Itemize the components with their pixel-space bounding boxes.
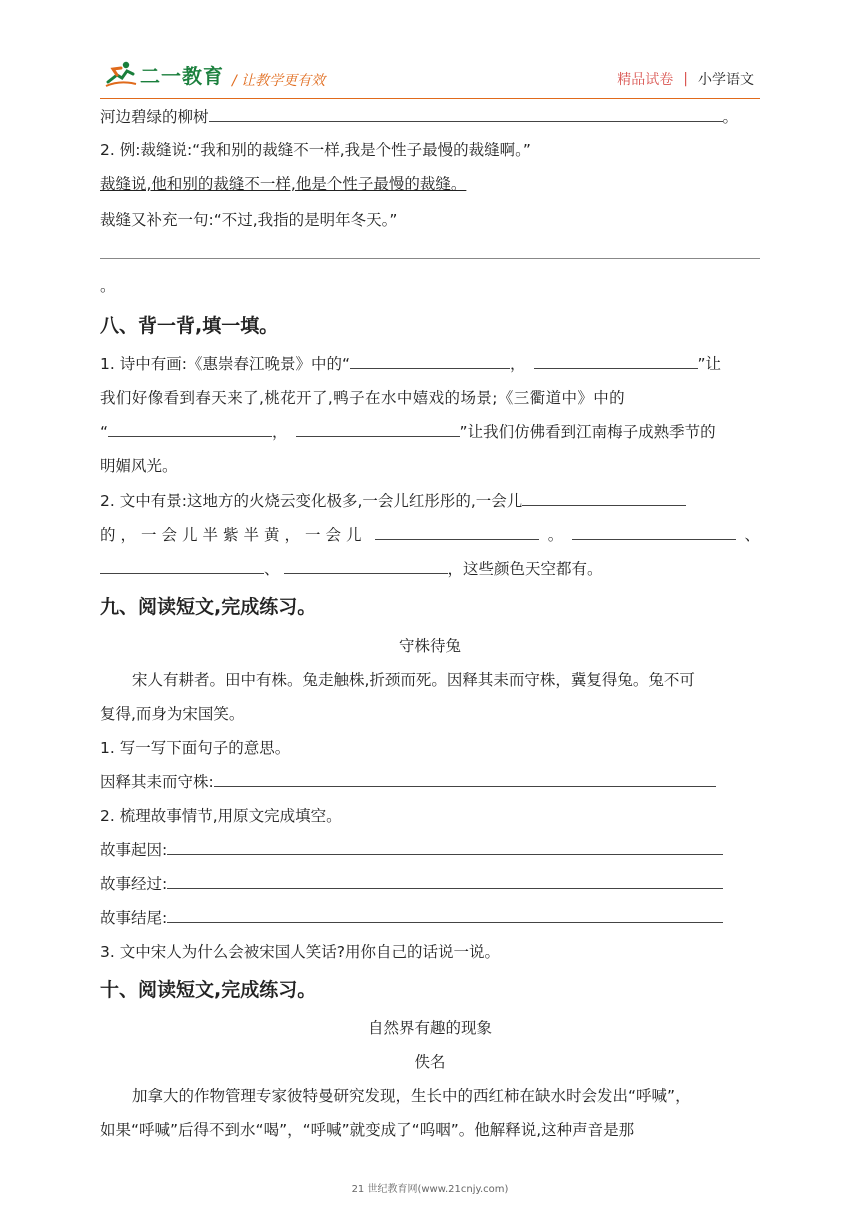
page-header	[0, 0, 860, 104]
s9-q2-process	[100, 872, 760, 896]
answer-blank[interactable]	[296, 420, 460, 437]
section8-heading: 八、背一背,填一填。	[100, 315, 279, 337]
page-footer: 21 世纪教育网(www.21cnjy.com)	[351, 1184, 509, 1195]
period: 。	[722, 108, 739, 126]
period: 。	[547, 526, 564, 544]
section9-heading: 九、阅读短文,完成练习。	[100, 596, 317, 618]
answer-blank[interactable]	[167, 838, 723, 855]
s10-para-line1: 加拿大的作物管理专家彼特曼研究发现，生长中的西红柿在缺水时会发出“呼喊”，	[132, 1087, 691, 1105]
s8-q1-line1	[100, 352, 760, 376]
s8-q2-line2	[100, 523, 760, 547]
s9-q1: 1. 写一写下面句子的意思。	[100, 739, 291, 757]
s9-q2-ending-label: 故事结尾:	[100, 909, 168, 927]
answer-blank[interactable]	[167, 906, 723, 923]
comma: ，	[272, 423, 288, 441]
s8-q2-tail: ，这些颜色天空都有。	[447, 560, 603, 578]
s9-q2-cause-label: 故事起因:	[100, 841, 168, 859]
s9-q2-process-label: 故事经过:	[100, 875, 168, 893]
header-right	[617, 69, 754, 89]
s8-q1-line2: 我们好像看到春天来了,桃花开了,鸭子在水中嬉戏的场景;《三衢道中》中的	[100, 389, 626, 407]
s8-q1-line3	[100, 420, 760, 444]
s9-title: 守株待兔	[398, 637, 461, 655]
s10-title: 自然界有趣的现象	[367, 1019, 492, 1037]
section10-heading: 十、阅读短文,完成练习。	[100, 979, 317, 1001]
header-rule	[100, 98, 760, 99]
answer-blank[interactable]	[284, 557, 448, 574]
slogan: / 让教学更有效	[232, 73, 326, 89]
s9-q2-ending	[100, 906, 760, 930]
s10-para-line2: 如果“呼喊”后得不到水“喝”，“呼喊”就变成了“呜咽”。他解释说,这种声音是那	[100, 1121, 635, 1139]
s8-q1-tail: ”让	[697, 355, 722, 373]
header-separator: |	[683, 71, 688, 87]
answer-blank[interactable]	[100, 557, 264, 574]
answer-blank[interactable]	[572, 523, 736, 540]
willow-line	[100, 105, 760, 129]
answer-blank[interactable]	[214, 770, 716, 787]
answer-blank[interactable]	[209, 105, 723, 122]
s8-q1-text: 1. 诗中有画:《惠崇春江晚景》中的“	[100, 355, 350, 373]
enum-comma: 、	[264, 560, 280, 578]
s9-q2-cause	[100, 838, 760, 862]
s9-para-line1: 宋人有耕者。田中有株。兔走触株,折颈而死。因释其耒而守株，冀复得兔。兔不可	[132, 671, 695, 689]
answer-blank[interactable]	[108, 420, 272, 437]
s9-q1-answer	[100, 770, 760, 794]
answer-blank[interactable]	[534, 352, 698, 369]
s8-q2-line1	[100, 489, 760, 513]
s9-q1-label: 因释其耒而守株:	[100, 773, 214, 791]
s9-para-line2: 复得,而身为宋国笑。	[100, 705, 245, 723]
s8-q2-line3	[100, 557, 760, 581]
s9-q2: 2. 梳理故事情节,用原文完成填空。	[100, 807, 342, 825]
s8-q1-line4: 明媚风光。	[100, 457, 178, 475]
open-quote: “	[100, 423, 109, 441]
willow-text: 河边碧绿的柳树	[100, 108, 209, 126]
period-line: 。	[100, 277, 116, 295]
s8-q1-tail2: ”让我们仿佛看到江南梅子成熟季节的	[459, 423, 716, 441]
s10-author: 佚名	[414, 1053, 446, 1071]
paper-type: 精品试卷	[617, 72, 674, 88]
example-answer	[100, 172, 760, 196]
subject-label: 小学语文	[698, 72, 754, 88]
comma: ，	[509, 355, 526, 373]
answer-line[interactable]	[100, 258, 760, 259]
s8-q2-text: 2. 文中有景:这地方的火烧云变化极多,一会儿红彤彤的,一会儿	[100, 492, 523, 510]
s8-q2-text2: 的，一会儿半紫半黄，一会儿	[100, 526, 367, 544]
example-sentence: 2. 例:裁缝说:“我和别的裁缝不一样,我是个性子最慢的裁缝啊。”	[100, 141, 531, 159]
example-answer-text: 裁缝说,他和别的裁缝不一样,他是个性子最慢的裁缝。	[100, 175, 467, 193]
s9-q3: 3. 文中宋人为什么会被宋国人笑话?用你自己的话说一说。	[100, 943, 500, 961]
runner-icon	[104, 60, 138, 88]
answer-blank[interactable]	[375, 523, 539, 540]
answer-blank[interactable]	[350, 352, 510, 369]
logo-text: 二一教育	[140, 63, 224, 88]
enum-comma: 、	[744, 526, 760, 544]
answer-blank[interactable]	[522, 489, 686, 506]
answer-blank[interactable]	[167, 872, 723, 889]
tailor-sentence: 裁缝又补充一句:“不过,我指的是明年冬天。”	[100, 211, 398, 229]
brand-logo	[104, 60, 224, 88]
